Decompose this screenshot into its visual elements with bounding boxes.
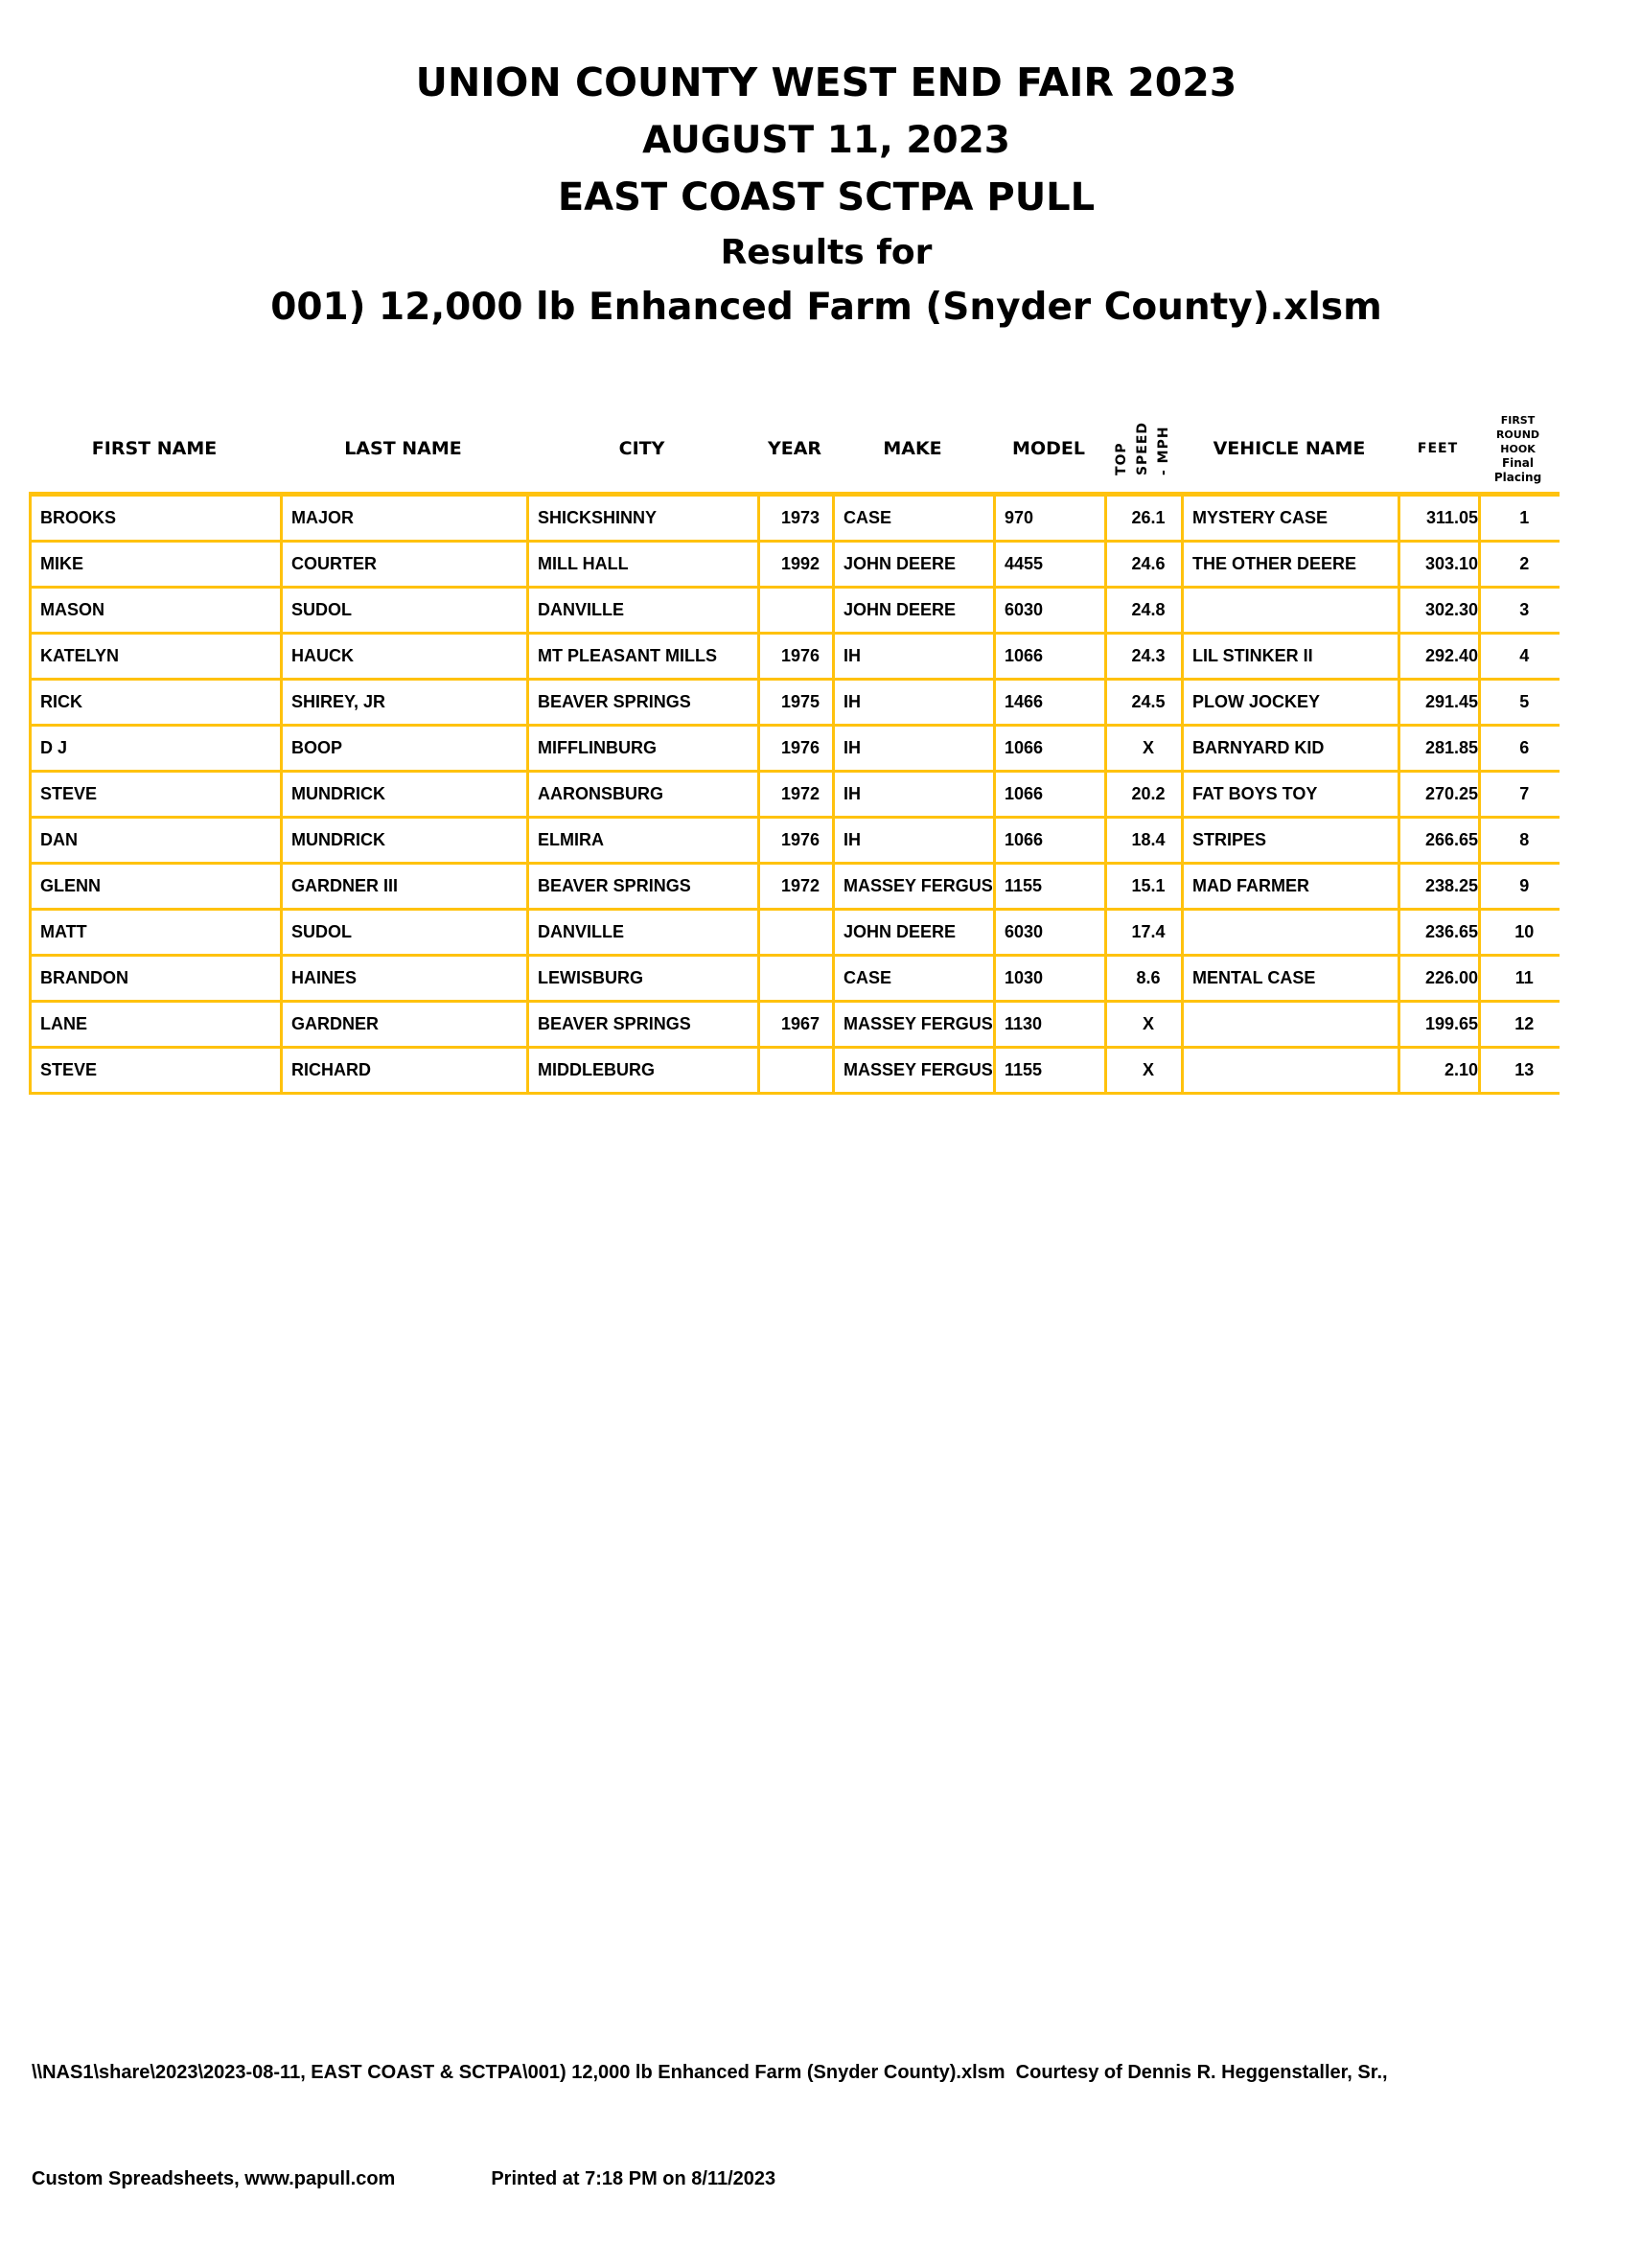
cell-last-name: MUNDRICK [282,772,528,818]
cell-placing: 11 [1480,956,1560,1002]
cell-make: IH [834,726,995,772]
cell-city: BEAVER SPRINGS [528,1002,759,1048]
cell-last-name: SUDOL [282,910,528,956]
results-for-label: Results for [720,233,933,272]
table-row [31,680,1560,726]
cell-first-name: MATT [31,910,282,956]
hook-header-line2: HOOK [1500,442,1536,455]
table-row [31,818,1560,864]
cell-feet: 226.00 [1399,956,1480,1002]
cell-model: 1066 [995,726,1106,772]
cell-first-name: DAN [31,818,282,864]
cell-make: IH [834,772,995,818]
cell-first-name: LANE [31,1002,282,1048]
cell-vehicle-name: MENTAL CASE [1183,956,1399,1002]
cell-vehicle-name: LIL STINKER II [1183,634,1399,680]
cell-top-speed: 17.4 [1106,910,1183,956]
cell-vehicle-name: MAD FARMER [1183,864,1399,910]
cell-placing: 4 [1480,634,1560,680]
table-row [31,588,1560,634]
cell-make: JOHN DEERE [834,542,995,588]
cell-placing: 3 [1480,588,1560,634]
title-block [12,54,1641,335]
cell-first-name: MASON [31,588,282,634]
cell-first-name: STEVE [31,1048,282,1094]
cell-placing: 13 [1480,1048,1560,1094]
cell-year: 1967 [759,1002,834,1048]
table-row [31,772,1560,818]
cell-placing: 12 [1480,1002,1560,1048]
table-row [31,864,1560,910]
header-vehicle-name: VEHICLE NAME [1213,438,1366,459]
cell-feet: 2.10 [1399,1048,1480,1094]
cell-top-speed: 15.1 [1106,864,1183,910]
cell-top-speed: 8.6 [1106,956,1183,1002]
cell-make: IH [834,818,995,864]
cell-city: MILL HALL [528,542,759,588]
header-top-speed [1104,406,1181,491]
cell-placing: 2 [1480,542,1560,588]
cell-top-speed: 26.1 [1106,495,1183,542]
header-first-round-hook [1478,413,1558,485]
event-subtitle: EAST COAST SCTPA PULL [557,175,1096,220]
cell-feet: 266.65 [1399,818,1480,864]
cell-city: BEAVER SPRINGS [528,680,759,726]
cell-feet: 281.85 [1399,726,1480,772]
cell-make: CASE [834,956,995,1002]
hook-header-line3: Final Placing [1493,455,1542,484]
header-city: CITY [618,438,665,459]
cell-model: 1066 [995,772,1106,818]
cell-city: ELMIRA [528,818,759,864]
cell-make: JOHN DEERE [834,588,995,634]
footer-file-path: \\NAS1\share\2023\2023-08-11, EAST COAST & SCTPA\001) 12,000 lb Enhanced Farm (Snyder County).xlsm Courtesy of Dennis R. Heggenstaller, Sr., [32,2062,1388,2083]
cell-year [759,956,834,1002]
cell-make: MASSEY FERGUS [834,1048,995,1094]
cell-year: 1972 [759,864,834,910]
cell-feet: 291.45 [1399,680,1480,726]
cell-year [759,588,834,634]
cell-city: MT PLEASANT MILLS [528,634,759,680]
cell-city: AARONSBURG [528,772,759,818]
cell-year: 1973 [759,495,834,542]
cell-first-name: BRANDON [31,956,282,1002]
cell-model: 1030 [995,956,1106,1002]
cell-feet: 270.25 [1399,772,1480,818]
cell-vehicle-name [1183,1048,1399,1094]
hook-header-line1: FIRST ROUND [1495,413,1540,441]
header-last-name: LAST NAME [344,438,462,459]
cell-year [759,910,834,956]
cell-vehicle-name: PLOW JOCKEY [1183,680,1399,726]
header-make: MAKE [883,438,942,459]
cell-first-name: BROOKS [31,495,282,542]
event-title: UNION COUNTY WEST END FAIR 2023 [415,59,1237,105]
top-speed-vertical-label [1111,422,1174,475]
cell-model: 1466 [995,680,1106,726]
cell-make: MASSEY FERGUS [834,1002,995,1048]
cell-placing: 9 [1480,864,1560,910]
cell-feet: 311.05 [1399,495,1480,542]
cell-feet: 199.65 [1399,1002,1480,1048]
cell-first-name: RICK [31,680,282,726]
cell-last-name: HAINES [282,956,528,1002]
cell-model: 1155 [995,864,1106,910]
cell-city: MIFFLINBURG [528,726,759,772]
cell-vehicle-name [1183,1002,1399,1048]
cell-model: 1155 [995,1048,1106,1094]
cell-placing: 5 [1480,680,1560,726]
cell-vehicle-name: BARNYARD KID [1183,726,1399,772]
cell-top-speed: 24.5 [1106,680,1183,726]
cell-last-name: SUDOL [282,588,528,634]
top-speed-line3: - MPH [1156,426,1171,476]
cell-city: SHICKSHINNY [528,495,759,542]
cell-model: 1066 [995,634,1106,680]
cell-first-name: STEVE [31,772,282,818]
cell-model: 1066 [995,818,1106,864]
cell-year: 1992 [759,542,834,588]
cell-vehicle-name [1183,588,1399,634]
cell-city: BEAVER SPRINGS [528,864,759,910]
cell-last-name: MUNDRICK [282,818,528,864]
cell-last-name: COURTER [282,542,528,588]
table-row [31,910,1560,956]
cell-placing: 10 [1480,910,1560,956]
page-footer [32,1984,1388,2268]
cell-first-name: GLENN [31,864,282,910]
cell-top-speed: 24.3 [1106,634,1183,680]
results-table [29,492,1560,1095]
cell-feet: 302.30 [1399,588,1480,634]
cell-top-speed: X [1106,1002,1183,1048]
cell-last-name: GARDNER III [282,864,528,910]
cell-model: 6030 [995,588,1106,634]
cell-model: 1130 [995,1002,1106,1048]
cell-last-name: HAUCK [282,634,528,680]
cell-top-speed: 24.6 [1106,542,1183,588]
cell-model: 6030 [995,910,1106,956]
footer-credit: Custom Spreadsheets, www.papull.com [32,2168,396,2189]
cell-placing: 6 [1480,726,1560,772]
cell-city: LEWISBURG [528,956,759,1002]
footer-credits-line [32,2162,1388,2197]
footer-printed-at: Printed at 7:18 PM on 8/11/2023 [491,2168,776,2189]
cell-vehicle-name: STRIPES [1183,818,1399,864]
cell-placing: 8 [1480,818,1560,864]
table-row [31,495,1560,542]
table-row [31,1002,1560,1048]
cell-last-name: MAJOR [282,495,528,542]
cell-top-speed: 20.2 [1106,772,1183,818]
cell-feet: 238.25 [1399,864,1480,910]
table-row [31,956,1560,1002]
header-year: YEAR [767,438,822,459]
cell-make: JOHN DEERE [834,910,995,956]
cell-city: MIDDLEBURG [528,1048,759,1094]
cell-make: MASSEY FERGUS [834,864,995,910]
cell-vehicle-name: MYSTERY CASE [1183,495,1399,542]
header-feet: FEET [1417,441,1459,456]
table-row [31,634,1560,680]
cell-last-name: GARDNER [282,1002,528,1048]
cell-make: IH [834,634,995,680]
table-row [31,726,1560,772]
cell-feet: 292.40 [1399,634,1480,680]
cell-first-name: MIKE [31,542,282,588]
cell-vehicle-name: FAT BOYS TOY [1183,772,1399,818]
cell-vehicle-name [1183,910,1399,956]
cell-year: 1972 [759,772,834,818]
cell-year [759,1048,834,1094]
cell-year: 1976 [759,634,834,680]
cell-top-speed: X [1106,726,1183,772]
cell-vehicle-name: THE OTHER DEERE [1183,542,1399,588]
cell-top-speed: X [1106,1048,1183,1094]
cell-last-name: BOOP [282,726,528,772]
top-speed-rotated-wrap [1104,406,1181,491]
table-header-row [29,406,1558,491]
cell-make: CASE [834,495,995,542]
cell-model: 970 [995,495,1106,542]
header-model: MODEL [1012,438,1085,459]
cell-city: DANVILLE [528,910,759,956]
cell-top-speed: 18.4 [1106,818,1183,864]
top-speed-line2: SPEED [1135,421,1150,476]
cell-model: 4455 [995,542,1106,588]
cell-year: 1975 [759,680,834,726]
event-date: AUGUST 11, 2023 [642,119,1010,162]
cell-year: 1976 [759,818,834,864]
header-first-name: FIRST NAME [91,438,218,459]
cell-first-name: KATELYN [31,634,282,680]
cell-placing: 7 [1480,772,1560,818]
class-file-name: 001) 12,000 lb Enhanced Farm (Snyder County).xlsm [270,286,1382,329]
cell-year: 1976 [759,726,834,772]
cell-city: DANVILLE [528,588,759,634]
cell-feet: 303.10 [1399,542,1480,588]
table-row [31,1048,1560,1094]
cell-first-name: D J [31,726,282,772]
top-speed-line1: TOP [1114,442,1129,476]
cell-last-name: SHIREY, JR [282,680,528,726]
cell-placing: 1 [1480,495,1560,542]
cell-top-speed: 24.8 [1106,588,1183,634]
table-row [31,542,1560,588]
cell-last-name: RICHARD [282,1048,528,1094]
cell-make: IH [834,680,995,726]
cell-feet: 236.65 [1399,910,1480,956]
